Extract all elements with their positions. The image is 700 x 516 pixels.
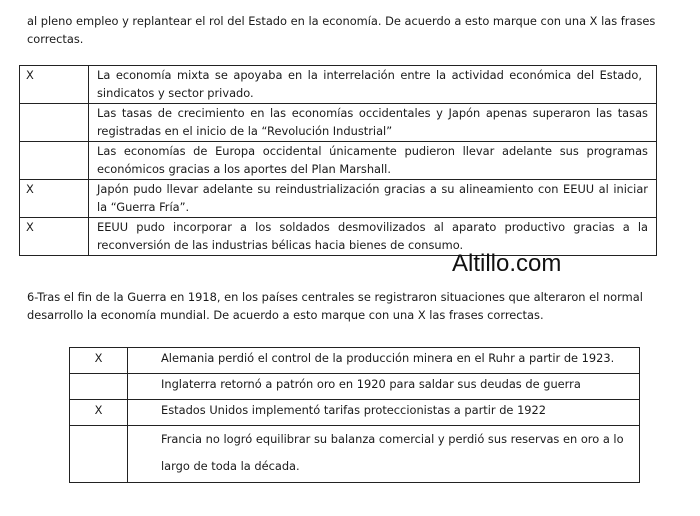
answer-mark bbox=[70, 374, 128, 400]
statement-text: Las economías de Europa occidental únicamente pudieron llevar adelante sus programas económicos gracias a los aportes del Plan Marshall. bbox=[89, 142, 657, 180]
table-row bbox=[70, 400, 640, 426]
statement-text: La economía mixta se apoyaba en la interrelación entre la actividad económica del Estado, sindicatos y sector privado. bbox=[89, 66, 657, 104]
answer-mark: X bbox=[70, 348, 128, 374]
statement-text: Estados Unidos implementó tarifas proteccionistas a partir de 1922 bbox=[128, 400, 640, 426]
table-row bbox=[20, 180, 657, 218]
statement-text: Japón pudo llevar adelante su reindustrialización gracias a su alineamiento con EEUU al iniciar la “Guerra Fría”. bbox=[89, 180, 657, 218]
answer-mark: X bbox=[20, 180, 89, 218]
table-row bbox=[20, 142, 657, 180]
table-row bbox=[70, 426, 640, 483]
table-row bbox=[20, 104, 657, 142]
answers-table-2 bbox=[69, 347, 640, 483]
statement-text: EEUU pudo incorporar a los soldados desmovilizados al aparato productivo gracias a la reconversión de las industrias bélicas hacia bienes de consumo. bbox=[89, 218, 657, 256]
watermark-text: Altillo.com bbox=[452, 250, 562, 277]
statement-text: Las tasas de crecimiento en las economías occidentales y Japón apenas superaron las tasas registradas en el inicio de la “Revolución Industrial” bbox=[89, 104, 657, 142]
statement-text: Francia no logró equilibrar su balanza comercial y perdió sus reservas en oro a lo largo de toda la década. bbox=[128, 426, 640, 483]
answer-mark: X bbox=[20, 218, 89, 256]
answer-mark: X bbox=[70, 400, 128, 426]
answer-mark bbox=[70, 426, 128, 483]
answer-mark bbox=[20, 142, 89, 180]
question-6-paragraph: 6-Tras el fin de la Guerra en 1918, en los países centrales se registraron situaciones que alteraron el normal desarrollo la economía mundial. De acuerdo a esto marque con una X las frases correctas. bbox=[27, 290, 643, 322]
table-row bbox=[20, 66, 657, 104]
statement-text: Inglaterra retornó a patrón oro en 1920 para saldar sus deudas de guerra bbox=[128, 374, 640, 400]
table-row bbox=[70, 374, 640, 400]
answer-mark bbox=[20, 104, 89, 142]
intro-paragraph: al pleno empleo y replantear el rol del Estado en la economía. De acuerdo a esto marque con una X las frases correctas. bbox=[27, 14, 656, 46]
answer-mark: X bbox=[20, 66, 89, 104]
table-row bbox=[70, 348, 640, 374]
statement-text: Alemania perdió el control de la producción minera en el Ruhr a partir de 1923. bbox=[128, 348, 640, 374]
answers-table-1 bbox=[19, 65, 657, 256]
